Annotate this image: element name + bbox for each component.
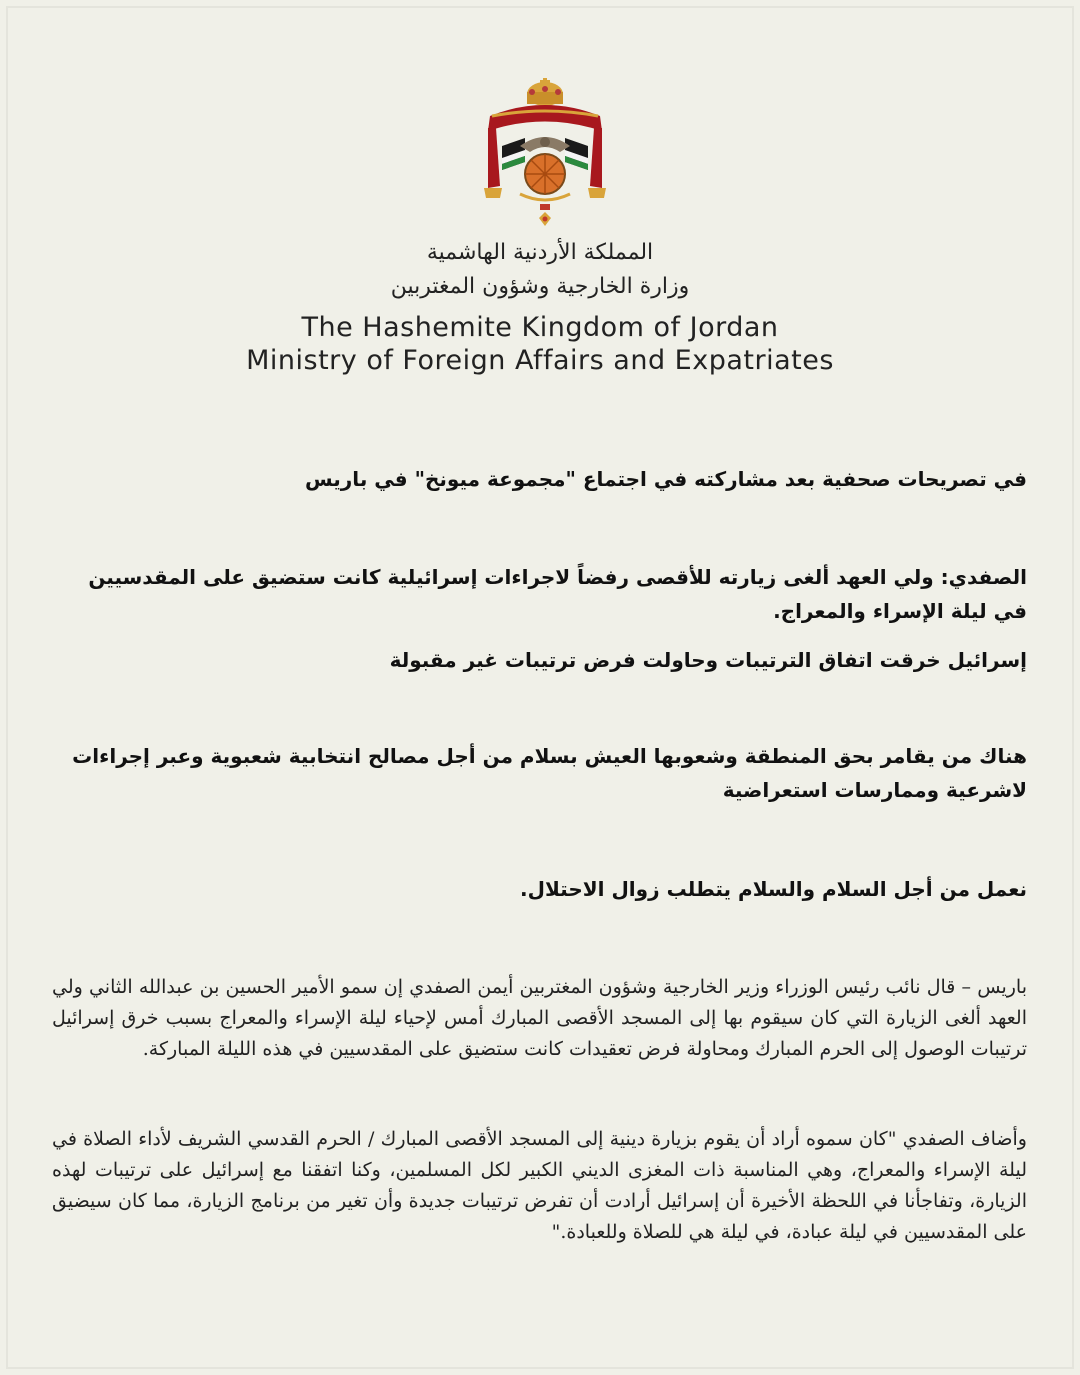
crown-icon — [527, 78, 563, 106]
headline-crown-prince: الصفدي: ولي العهد ألغى زيارته للأقصى رفضاً لاجراءات إسرائيلية كانت ستضيق على المقدسيين في ليلة الإسراء والمعراج. — [88, 565, 1027, 623]
header-arabic-ministry: وزارة الخارجية وشؤون المغتربين — [390, 274, 690, 299]
header-english-ministry: Ministry of Foreign Affairs and Expatriates — [246, 345, 834, 376]
eagle-icon — [520, 137, 570, 152]
body-paragraph-2: وأضاف الصفدي "كان سموه أراد أن يقوم بزيارة دينية إلى المسجد الأقصى المبارك / الحرم القدسي الشريف لأداء الصلاة في ليلة الإسراء والمعراج، وهي المناسبة ذات المغزى الديني الكبير لكل المسلمين، وكنا اتفقنا مع إسرائيل على ترتيبات لهذه الزيارة، وتفاجأنا في اللحظة الأخيرة أن إسرائيل أرادت أن تفرض ترتيبات جديدة وأن تغير من برنامج الزيارة، مما كان سيضيق على المقدسيين في ليلة عبادة، في ليلة هي للصلاة وللعبادة." — [52, 1128, 1027, 1243]
body-paragraph-1: باريس – قال نائب رئيس الوزراء وزير الخارجية وشؤون المغتربين أيمن الصفدي إن سمو الأمير الحسين بن عبدالله الثاني ولي العهد ألغى الزيارة التي كان سيقوم بها إلى المسجد الأقصى المبارك أمس لإحياء ليلة الإسراء والمعراج بسبب خرق إسرائيل ترتيبات الوصول إلى الحرم المبارك ومحاولة فرض تعقيدات كانت ستضيق على المقدسيين في هذه الليلة المباركة. — [52, 976, 1027, 1060]
headline-end-occupation: نعمل من أجل السلام والسلام يتطلب زوال الاحتلال. — [520, 877, 1027, 901]
headline-israel-breach: إسرائيل خرقت اتفاق الترتيبات وحاولت فرض ترتيبات غير مقبولة — [389, 648, 1027, 672]
headline-gambling-peace: هناك من يقامر بحق المنطقة وشعوبها العيش بسلام من أجل مصالح انتخابية شعبوية وعبر إجراءات لاشرعية وممارسات استعراضية — [72, 744, 1027, 802]
jordan-coat-of-arms-emblem — [470, 76, 620, 236]
medal-icon — [520, 194, 570, 226]
header-english-kingdom: The Hashemite Kingdom of Jordan — [301, 312, 779, 343]
shield-icon — [525, 154, 565, 194]
document-subtitle: في تصريحات صحفية بعد مشاركته في اجتماع "مجموعة ميونخ" في باريس — [305, 467, 1027, 491]
header-arabic-kingdom: المملكة الأردنية الهاشمية — [426, 240, 654, 265]
